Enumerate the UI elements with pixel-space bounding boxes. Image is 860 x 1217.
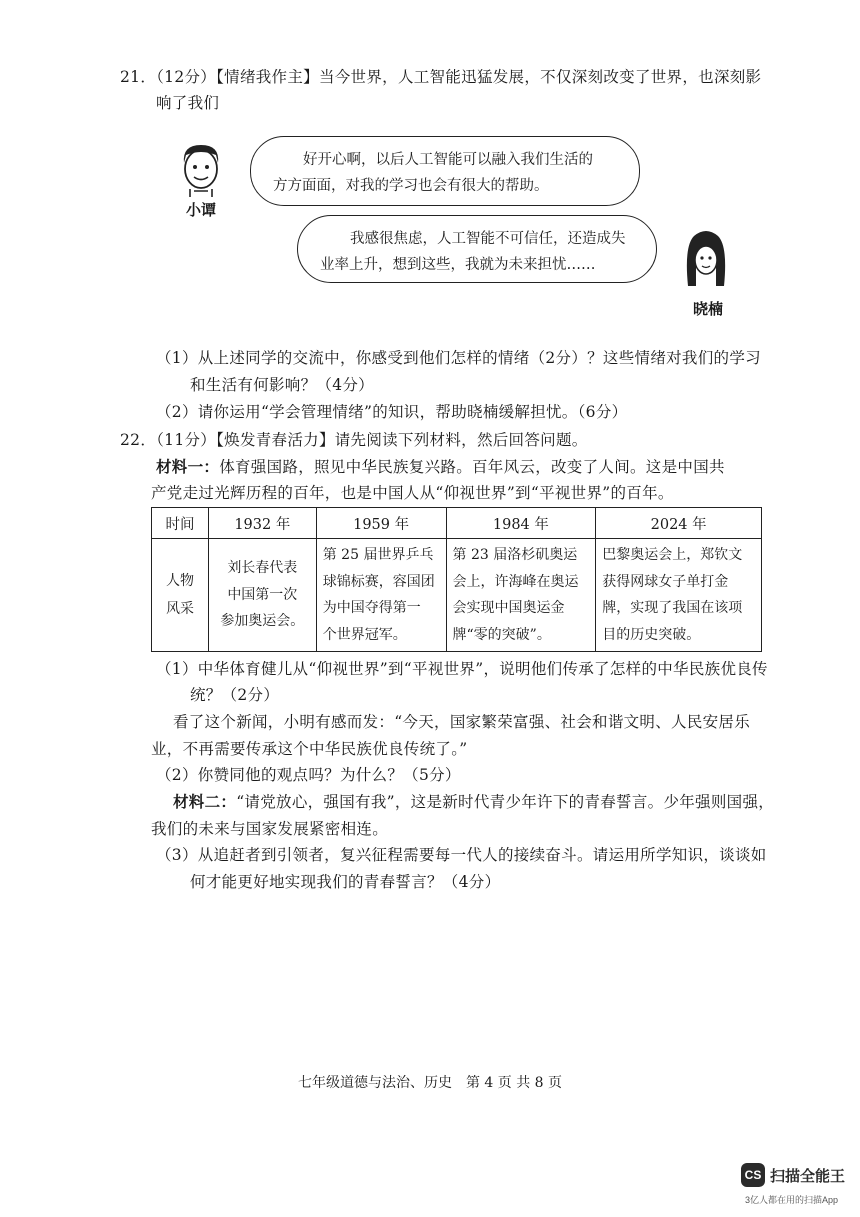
table-row bbox=[152, 539, 762, 652]
girl-name: 晓楠 bbox=[693, 300, 724, 318]
cell-line: 牌，实现了我国在该项 bbox=[602, 600, 743, 616]
page-footer: 七年级道德与法治、历史 第 4 页 共 8 页 bbox=[297, 1075, 563, 1091]
camscanner-tagline: 3亿人都在用的扫描App bbox=[745, 1195, 839, 1205]
cell-line: 参加奥运会。 bbox=[220, 613, 305, 630]
boy-speech-line1: 好开心啊，以后人工智能可以融入我们生活的 bbox=[303, 152, 593, 168]
q21-sub1-line1: （1）从上述同学的交流中，你感受到他们怎样的情绪（2分）？这些情绪对我们的学习 bbox=[156, 349, 761, 367]
cell-line: 刘长春代表 bbox=[227, 560, 298, 577]
q22-sub2: （2）你赞同他的观点吗？为什么？（5分） bbox=[156, 766, 461, 784]
girl-speech-line2: 业率上升，想到这些，我就为未来担忧…… bbox=[320, 257, 596, 273]
boy-speech-bubble bbox=[250, 136, 640, 206]
material2-label: 材料二： bbox=[173, 792, 237, 811]
cell-line: 第 23 届洛杉矶奥运 bbox=[452, 547, 578, 563]
cell-line: 巴黎奥运会上，郑钦文 bbox=[602, 547, 743, 563]
girl-avatar-illustration bbox=[682, 226, 730, 292]
q22-sub3-line1: （3）从追赶者到引领者，复兴征程需要每一代人的接续奋斗。请运用所学知识，谈谈如 bbox=[156, 846, 767, 864]
q21-sub1-line2: 和生活有何影响？（4分） bbox=[190, 376, 374, 394]
q22-material2-line2: 我们的未来与国家发展紧密相连。 bbox=[151, 820, 389, 838]
table-year: 1959 年 bbox=[316, 508, 446, 539]
cell-line: 球锦标赛，容国团 bbox=[322, 573, 435, 590]
q22-sub1-line1: （1）中华体育健儿从“仰视世界”到“平视世界”，说明他们传承了怎样的中华民族优良传 bbox=[156, 660, 768, 678]
row-label-line: 人物 bbox=[165, 573, 194, 589]
cell-line: 第 25 届世界乒乓 bbox=[322, 547, 434, 563]
q22-material1-line1 bbox=[156, 456, 725, 478]
q21-stem-line1: 21．（12分）【情绪我作主】当今世界，人工智能迅猛发展，不仅深刻改变了世界，也深刻影 bbox=[120, 68, 762, 86]
q22-sub3-line2: 何才能更好地实现我们的青春誓言？（4分） bbox=[190, 873, 501, 891]
boy-speech-line2: 方方面面，对我的学习也会有很大的帮助。 bbox=[273, 178, 549, 194]
boy-name: 小谭 bbox=[186, 201, 217, 219]
table-cell-2024 bbox=[596, 539, 762, 652]
table-cell-1984 bbox=[446, 539, 596, 652]
table-year: 1984 年 bbox=[446, 508, 596, 539]
q21-sub2: （2）请你运用“学会管理情绪”的知识，帮助晓楠缓解担忧。（6分） bbox=[156, 403, 628, 421]
q22-news-line2: 业，不再需要传承这个中华民族优良传统了。” bbox=[151, 740, 468, 758]
material1-text: 体育强国路，照见中华民族复兴路。百年风云，改变了人间。这是中国共 bbox=[219, 458, 725, 476]
table-header-label: 时间 bbox=[152, 508, 209, 539]
q22-sub1-line2: 统？（2分） bbox=[190, 686, 280, 704]
table-header-row bbox=[152, 508, 762, 539]
row-label-line: 风采 bbox=[165, 601, 194, 617]
cell-line: 获得网球女子单打金 bbox=[602, 573, 729, 590]
cell-line: 为中国夺得第一 bbox=[322, 600, 421, 616]
cell-line: 中国第一次 bbox=[227, 586, 298, 603]
girl-speech-line1: 我感很焦虑，人工智能不可信任，还造成失 bbox=[350, 231, 626, 247]
table-year: 2024 年 bbox=[596, 508, 762, 539]
q22-material2-line1 bbox=[173, 791, 774, 813]
table-cell-1932 bbox=[208, 539, 316, 652]
cell-line: 牌“零的突破”。 bbox=[452, 626, 551, 643]
material1-label: 材料一： bbox=[156, 457, 220, 476]
table-row-label bbox=[152, 539, 209, 652]
girl-speech-bubble bbox=[297, 215, 657, 283]
q22-stem: 22．（11分）【焕发青春活力】请先阅读下列材料，然后回答问题。 bbox=[120, 431, 588, 449]
cell-line: 会上，许海峰在奥运 bbox=[452, 573, 579, 590]
cell-line: 个世界冠军。 bbox=[322, 626, 407, 643]
q22-material1-line2: 产党走过光辉历程的百年，也是中国人从“仰视世界”到“平视世界”的百年。 bbox=[151, 484, 674, 502]
boy-avatar-illustration bbox=[176, 141, 226, 199]
history-table bbox=[151, 507, 762, 652]
camscanner-logo-icon: CS bbox=[741, 1163, 765, 1187]
camscanner-name: 扫描全能王 bbox=[770, 1168, 846, 1185]
cell-line: 会实现中国奥运金 bbox=[452, 600, 565, 616]
material2-text: “请党放心，强国有我”，这是新时代青少年许下的青春誓言。少年强则国强， bbox=[236, 793, 775, 811]
table-cell-1959 bbox=[316, 539, 446, 652]
cell-line: 目的历史突破。 bbox=[602, 626, 701, 643]
table-year: 1932 年 bbox=[208, 508, 316, 539]
q21-stem-line2: 响了我们 bbox=[156, 94, 220, 112]
q22-news-line1: 看了这个新闻，小明有感而发：“今天，国家繁荣富强、社会和谐文明、人民安居乐 bbox=[173, 713, 751, 731]
